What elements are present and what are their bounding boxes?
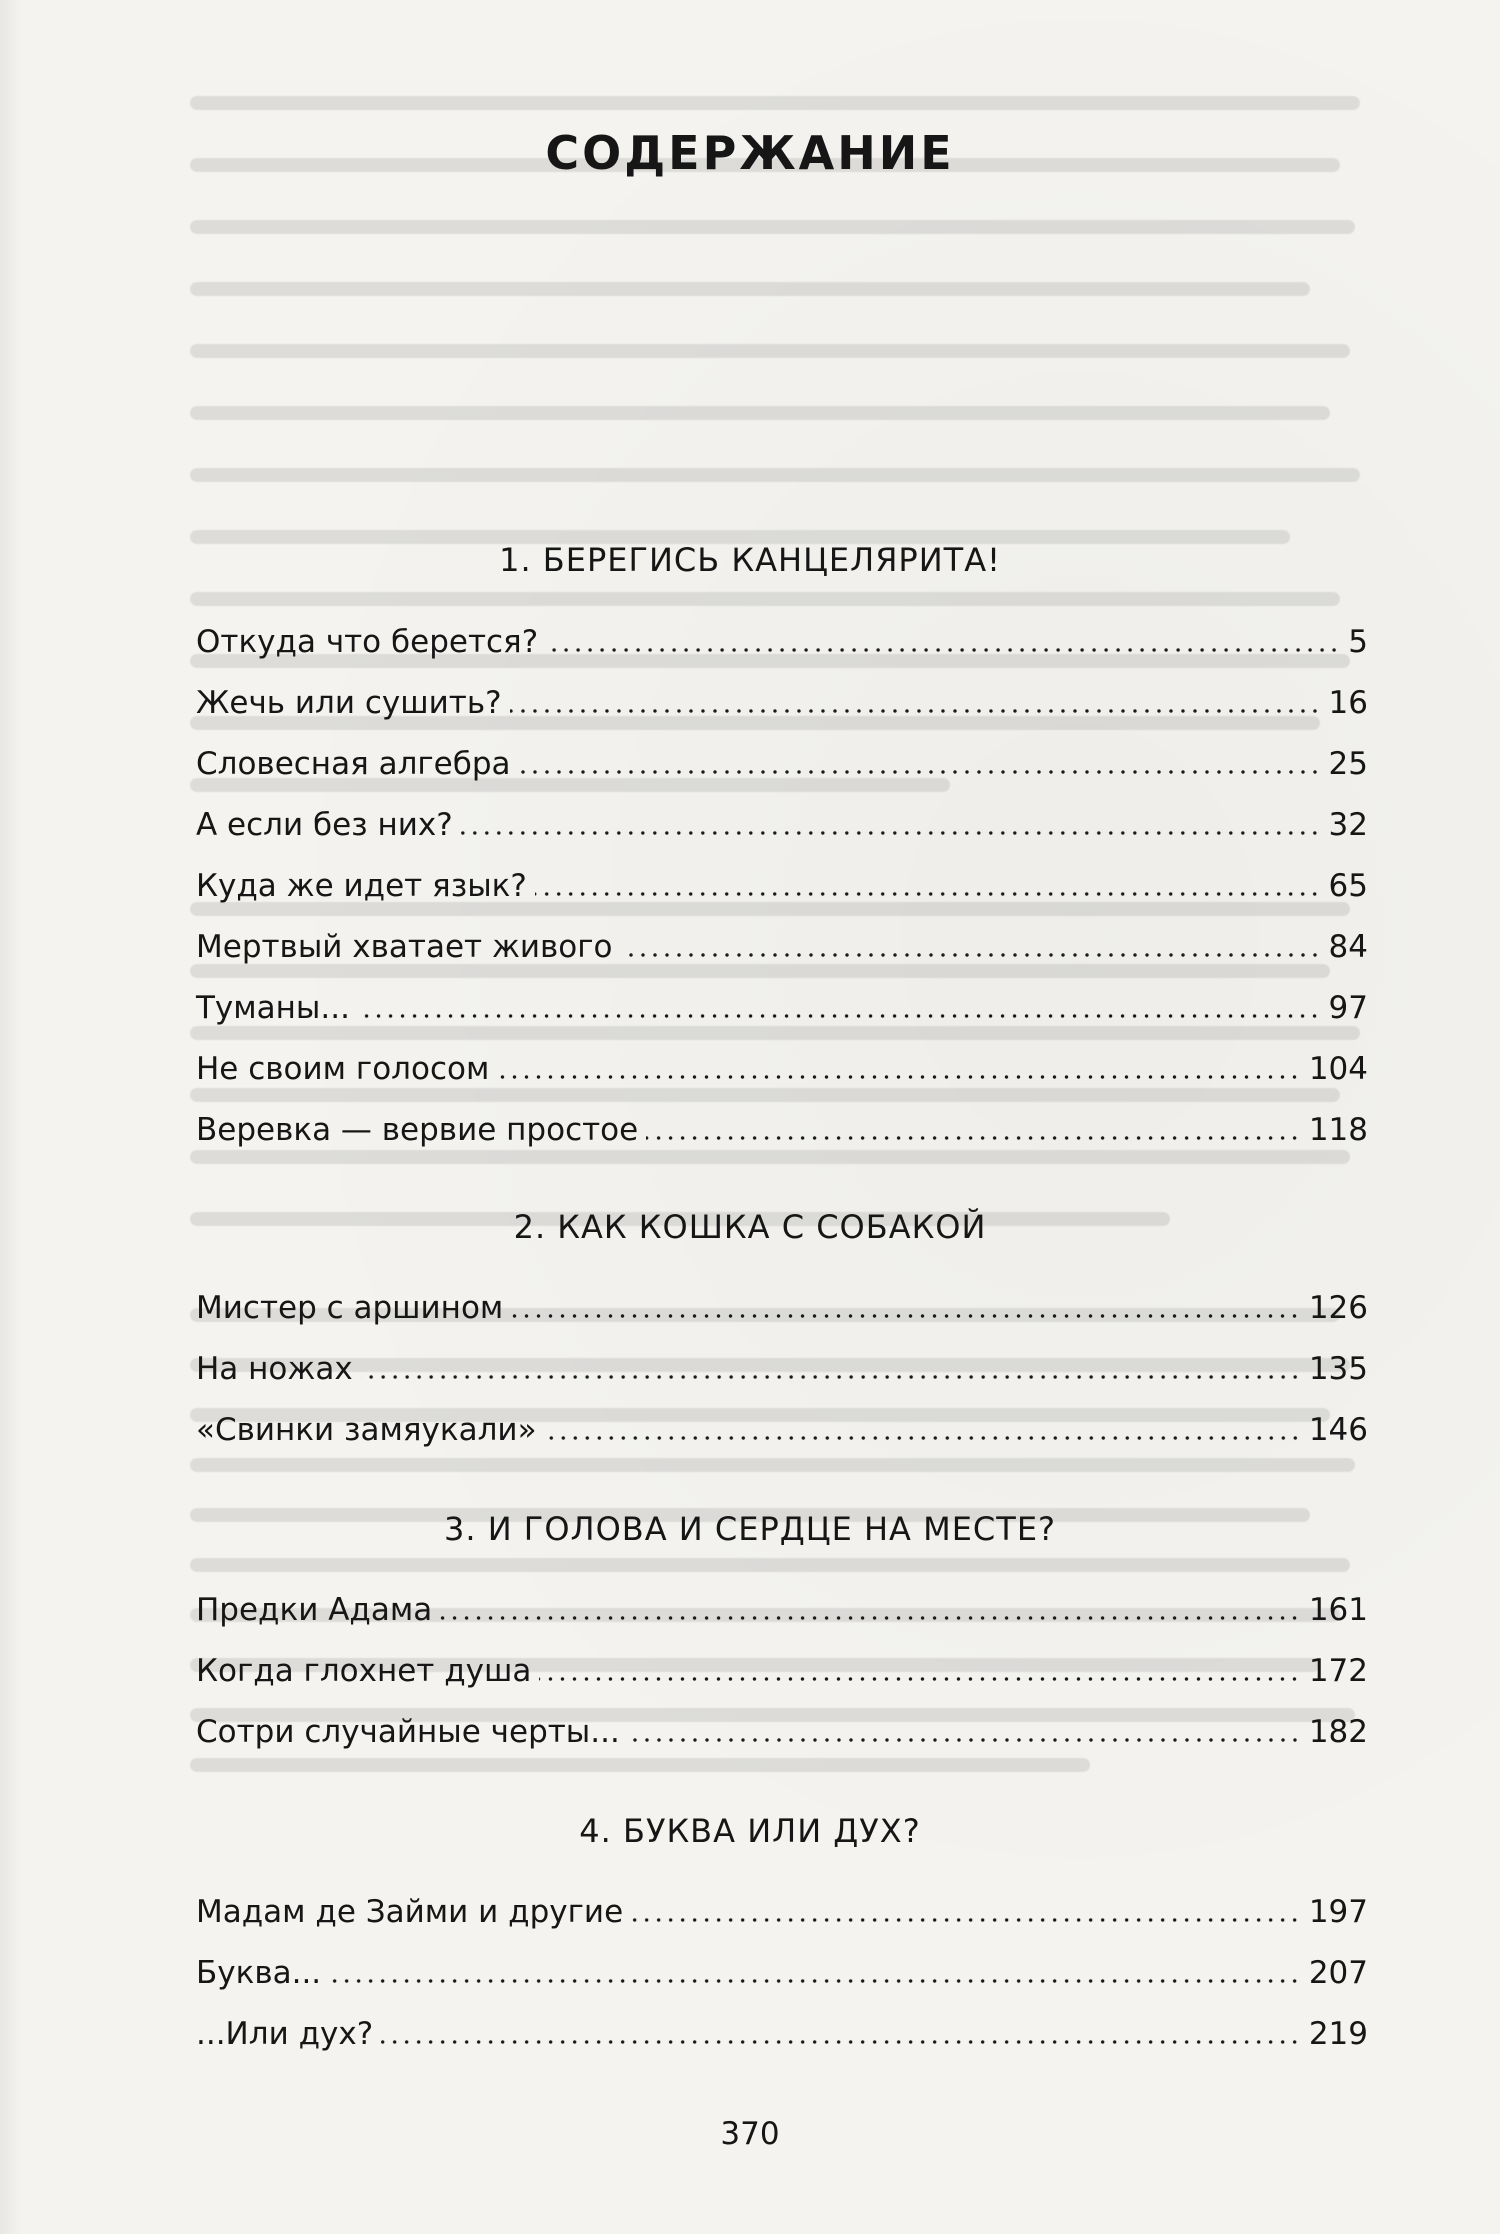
entry-title: Когда глохнет душа (196, 1653, 532, 1689)
bleed-line (190, 406, 1330, 420)
dot-leader (461, 831, 1321, 835)
entry-page-number: 25 (1328, 746, 1368, 782)
entry-title: На ножах (196, 1351, 353, 1387)
entry-page-number: 219 (1308, 2016, 1368, 2052)
entry-title: А если без них? (196, 807, 453, 843)
entry-title: Сотри случайные черты... (196, 1714, 620, 1750)
toc-entry[interactable] (196, 736, 1368, 784)
dot-leader (440, 1616, 1301, 1620)
entry-page-number: 32 (1328, 807, 1368, 843)
entry-title: Откуда что берется? (196, 624, 539, 660)
toc-entry[interactable] (196, 1582, 1368, 1630)
entry-page-number: 126 (1308, 1290, 1368, 1326)
toc-entry[interactable] (196, 797, 1368, 845)
dot-leader (631, 1918, 1301, 1922)
entry-page-number: 207 (1308, 1955, 1368, 1991)
dot-leader (358, 1014, 1321, 1018)
toc-entry[interactable] (196, 1280, 1368, 1328)
entry-title: Жечь или сушить? (196, 685, 502, 721)
bleed-line (190, 220, 1355, 234)
entry-title: Веревка — вервие простое (196, 1112, 639, 1148)
entry-title: Не своим голосом (196, 1051, 490, 1087)
entry-page-number: 135 (1308, 1351, 1368, 1387)
dot-leader (621, 953, 1321, 957)
dot-leader (535, 892, 1321, 896)
entry-page-number: 65 (1328, 868, 1368, 904)
page-number: 370 (720, 2116, 780, 2152)
toc-entry[interactable] (196, 1643, 1368, 1691)
dot-leader (545, 1436, 1301, 1440)
entry-page-number: 16 (1328, 685, 1368, 721)
dot-leader (646, 1136, 1301, 1140)
toc-entry[interactable] (196, 1341, 1368, 1389)
toc-entry[interactable] (196, 1884, 1368, 1932)
toc-entry[interactable] (196, 980, 1368, 1028)
entry-page-number: 146 (1308, 1412, 1368, 1448)
entry-page-number: 104 (1308, 1051, 1368, 1087)
entry-page-number: 161 (1308, 1592, 1368, 1628)
entry-page-number: 172 (1308, 1653, 1368, 1689)
entry-page-number: 182 (1308, 1714, 1368, 1750)
entry-title: Предки Адама (196, 1592, 433, 1628)
entry-title: Мадам де Займи и другие (196, 1894, 624, 1930)
entry-title: Буква... (196, 1955, 322, 1991)
toc-entry[interactable] (196, 1945, 1368, 1993)
toc-entry[interactable] (196, 614, 1368, 662)
dot-leader (381, 2040, 1301, 2044)
bleed-line (190, 1026, 1360, 1040)
bleed-line (190, 468, 1360, 482)
section-heading: 2. КАК КОШКА С СОБАКОЙ (513, 1208, 987, 1246)
entry-title: ...Или дух? (196, 2016, 374, 2052)
toc-entry[interactable] (196, 1041, 1368, 1089)
section-heading: 4. БУКВА ИЛИ ДУХ? (579, 1812, 921, 1850)
entry-title: «Свинки замяукали» (196, 1412, 537, 1448)
dot-leader (361, 1375, 1301, 1379)
bleed-line (190, 344, 1350, 358)
entry-title: Мистер с аршином (196, 1290, 504, 1326)
entry-page-number: 197 (1308, 1894, 1368, 1930)
bleed-line (190, 592, 1340, 606)
dot-leader (329, 1979, 1301, 1983)
section-heading: 3. И ГОЛОВА И СЕРДЦЕ НА МЕСТЕ? (443, 1510, 1057, 1548)
entry-page-number: 84 (1328, 929, 1368, 965)
dot-leader (519, 770, 1321, 774)
toc-entry[interactable] (196, 1704, 1368, 1752)
bleed-line (190, 1458, 1355, 1472)
toc-entry[interactable] (196, 2006, 1368, 2054)
toc-entry[interactable] (196, 1402, 1368, 1450)
bleed-line (190, 1088, 1340, 1102)
dot-leader (628, 1738, 1301, 1742)
bleed-line (190, 1558, 1350, 1572)
entry-title: Мертвый хватает живого (196, 929, 613, 965)
toc-entry[interactable] (196, 1102, 1368, 1150)
entry-page-number: 97 (1328, 990, 1368, 1026)
bleed-line (190, 282, 1310, 296)
bleed-line (190, 96, 1360, 110)
toc-entry[interactable] (196, 675, 1368, 723)
entry-page-number: 118 (1308, 1112, 1368, 1148)
entry-title: Куда же идет язык? (196, 868, 527, 904)
toc-entry[interactable] (196, 919, 1368, 967)
bleed-line (190, 1758, 1090, 1772)
entry-page-number: 5 (1348, 624, 1368, 660)
dot-leader (511, 1314, 1301, 1318)
section-heading: 1. БЕРЕГИСЬ КАНЦЕЛЯРИТА! (499, 541, 1001, 579)
dot-leader (510, 709, 1321, 713)
entry-title: Туманы... (196, 990, 350, 1026)
dot-leader (539, 1677, 1300, 1681)
page-title: СОДЕРЖАНИЕ (545, 125, 955, 180)
toc-entry[interactable] (196, 858, 1368, 906)
dot-leader (497, 1075, 1300, 1079)
dot-leader (546, 648, 1340, 652)
entry-title: Словесная алгебра (196, 746, 511, 782)
bleed-line (190, 1150, 1350, 1164)
